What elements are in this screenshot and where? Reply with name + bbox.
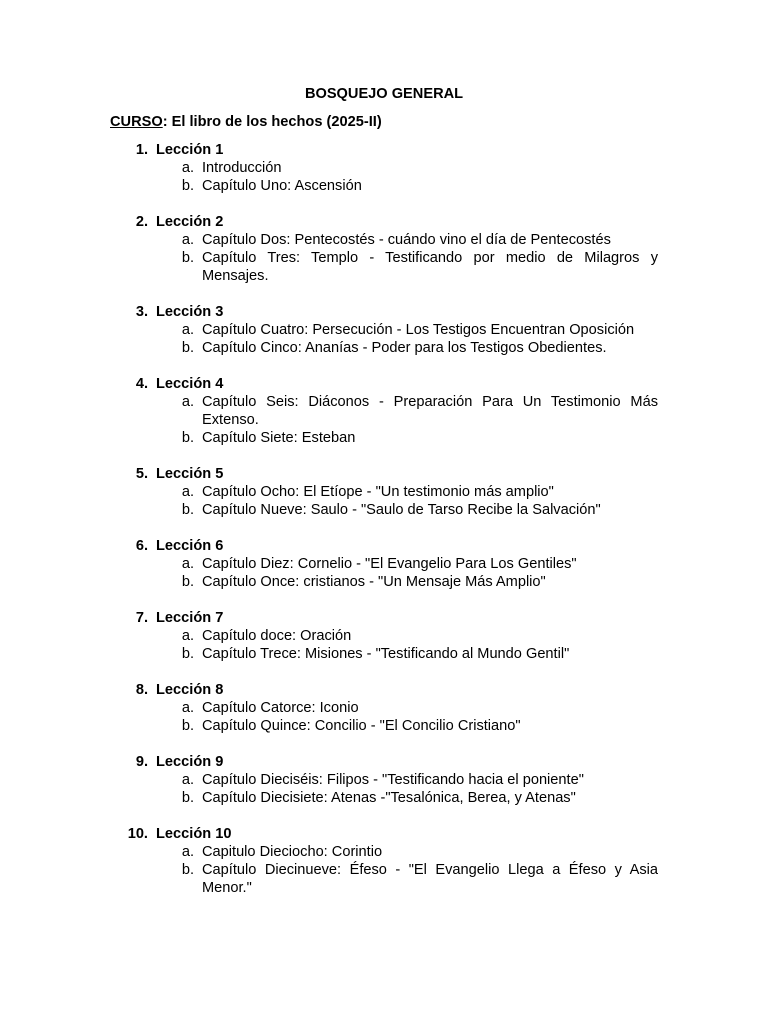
topic-text: Capítulo Nueve: Saulo - "Saulo de Tarso Recibe la Salvación": [202, 502, 601, 518]
lesson-number: 2.: [135, 214, 148, 230]
lesson-heading: [0, 375, 768, 393]
topic-item: [0, 159, 658, 177]
lesson-topics: [0, 555, 768, 591]
topic-item: [0, 249, 658, 285]
topic-text: Capítulo Cuatro: Persecución - Los Testigos Encuentran Oposición: [202, 322, 635, 338]
topic-letter: a.: [181, 700, 194, 716]
lesson-number: 4.: [135, 376, 148, 392]
lesson-topics: [0, 321, 768, 357]
topic-item: [0, 339, 658, 357]
topic-text: Capítulo Seis: Diáconos - Preparación Para Un Testimonio Más Extenso.: [202, 394, 658, 428]
topic-item: [0, 555, 658, 573]
lesson-heading: [0, 213, 768, 231]
topic-letter: b.: [181, 178, 194, 194]
topic-text: Introducción: [202, 160, 282, 176]
lesson-item: [0, 609, 768, 663]
topic-letter: a.: [181, 556, 194, 572]
topic-item: [0, 483, 658, 501]
topic-item: [0, 231, 658, 249]
lesson-number: 9.: [135, 754, 148, 770]
topic-text: Capítulo Quince: Concilio - "El Concilio Cristiano": [202, 718, 521, 734]
document-title: BOSQUEJO GENERAL: [304, 86, 464, 102]
lesson-topics: [0, 159, 768, 195]
lesson-item: [0, 753, 768, 807]
topic-item: [0, 573, 658, 591]
lesson-number: 3.: [135, 304, 148, 320]
topic-letter: b.: [181, 340, 194, 356]
lesson-topics: [0, 393, 768, 447]
topic-letter: a.: [181, 160, 194, 176]
lesson-heading: [0, 609, 768, 627]
lesson-title: Lección 7: [156, 610, 224, 626]
lesson-item: [0, 213, 768, 285]
lesson-list: [0, 141, 768, 915]
lesson-title: Lección 5: [156, 466, 224, 482]
lesson-topics: [0, 483, 768, 519]
lesson-title: Lección 4: [156, 376, 224, 392]
topic-letter: b.: [181, 502, 194, 518]
topic-item: [0, 771, 658, 789]
lesson-item: [0, 825, 768, 897]
course-label: CURSO: [110, 114, 163, 130]
topic-text: Capítulo Siete: Esteban: [202, 430, 356, 446]
topic-item: [0, 699, 658, 717]
topic-letter: a.: [181, 322, 194, 338]
topic-text: Capítulo Diecisiete: Atenas -"Tesalónica, Berea, y Atenas": [202, 790, 576, 806]
topic-item: [0, 789, 658, 807]
lesson-item: [0, 465, 768, 519]
topic-text: Capítulo Tres: Templo - Testificando por medio de Milagros y Mensajes.: [202, 250, 658, 284]
lesson-title: Lección 3: [156, 304, 224, 320]
topic-letter: a.: [181, 484, 194, 500]
lesson-number: 6.: [135, 538, 148, 554]
topic-text: Capítulo Ocho: El Etíope - "Un testimonio más amplio": [202, 484, 554, 500]
lesson-topics: [0, 627, 768, 663]
topic-text: Capítulo Once: cristianos - "Un Mensaje Más Amplio": [202, 574, 546, 590]
topic-item: [0, 393, 658, 429]
lesson-topics: [0, 231, 768, 285]
lesson-heading: [0, 825, 768, 843]
lesson-number: 8.: [135, 682, 148, 698]
topic-item: [0, 717, 658, 735]
topic-item: [0, 645, 658, 663]
topic-letter: b.: [181, 718, 194, 734]
lesson-title: Lección 10: [156, 826, 232, 842]
topic-letter: a.: [181, 628, 194, 644]
lesson-item: [0, 303, 768, 357]
topic-text: Capítulo Dos: Pentecostés - cuándo vino el día de Pentecostés: [202, 232, 611, 248]
topic-text: Capítulo Cinco: Ananías - Poder para los Testigos Obedientes.: [202, 340, 607, 356]
topic-text: Capítulo Catorce: Iconio: [202, 700, 359, 716]
lesson-heading: [0, 681, 768, 699]
topic-letter: b.: [181, 250, 194, 266]
topic-item: [0, 321, 658, 339]
lesson-heading: [0, 141, 768, 159]
lesson-number: 5.: [135, 466, 148, 482]
topic-letter: b.: [181, 574, 194, 590]
topic-item: [0, 429, 658, 447]
topic-letter: b.: [181, 646, 194, 662]
topic-item: [0, 501, 658, 519]
lesson-number: 7.: [135, 610, 148, 626]
lesson-heading: [0, 537, 768, 555]
topic-letter: b.: [181, 790, 194, 806]
course-line: [110, 113, 382, 131]
lesson-title: Lección 6: [156, 538, 224, 554]
course-name: El libro de los hechos (2025-II): [167, 114, 382, 130]
lesson-title: Lección 1: [156, 142, 224, 158]
topic-text: Capítulo Trece: Misiones - "Testificando al Mundo Gentil": [202, 646, 570, 662]
topic-text: Capítulo Diecinueve: Éfeso - "El Evangelio Llega a Éfeso y Asia Menor.": [202, 862, 658, 896]
topic-letter: b.: [181, 430, 194, 446]
topic-item: [0, 843, 658, 861]
lesson-item: [0, 537, 768, 591]
topic-letter: a.: [181, 394, 194, 410]
topic-text: Capítulo doce: Oración: [202, 628, 352, 644]
lesson-topics: [0, 771, 768, 807]
lesson-heading: [0, 465, 768, 483]
lesson-topics: [0, 843, 768, 897]
topic-letter: a.: [181, 844, 194, 860]
topic-text: Capítulo Uno: Ascensión: [202, 178, 362, 194]
topic-letter: a.: [181, 772, 194, 788]
lesson-item: [0, 141, 768, 195]
lesson-title: Lección 2: [156, 214, 224, 230]
lesson-item: [0, 375, 768, 447]
lesson-number: 10.: [127, 826, 148, 842]
topic-letter: b.: [181, 862, 194, 878]
lesson-heading: [0, 753, 768, 771]
lesson-topics: [0, 699, 768, 735]
lesson-heading: [0, 303, 768, 321]
topic-item: [0, 627, 658, 645]
lesson-number: 1.: [135, 142, 148, 158]
topic-item: [0, 861, 658, 897]
topic-text: Capitulo Dieciocho: Corintio: [202, 844, 383, 860]
topic-text: Capítulo Dieciséis: Filipos - "Testificando hacia el poniente": [202, 772, 584, 788]
course-separator: :: [162, 114, 168, 130]
lesson-title: Lección 8: [156, 682, 224, 698]
lesson-title: Lección 9: [156, 754, 224, 770]
topic-letter: a.: [181, 232, 194, 248]
topic-text: Capítulo Diez: Cornelio - "El Evangelio Para Los Gentiles": [202, 556, 577, 572]
topic-item: [0, 177, 658, 195]
lesson-item: [0, 681, 768, 735]
